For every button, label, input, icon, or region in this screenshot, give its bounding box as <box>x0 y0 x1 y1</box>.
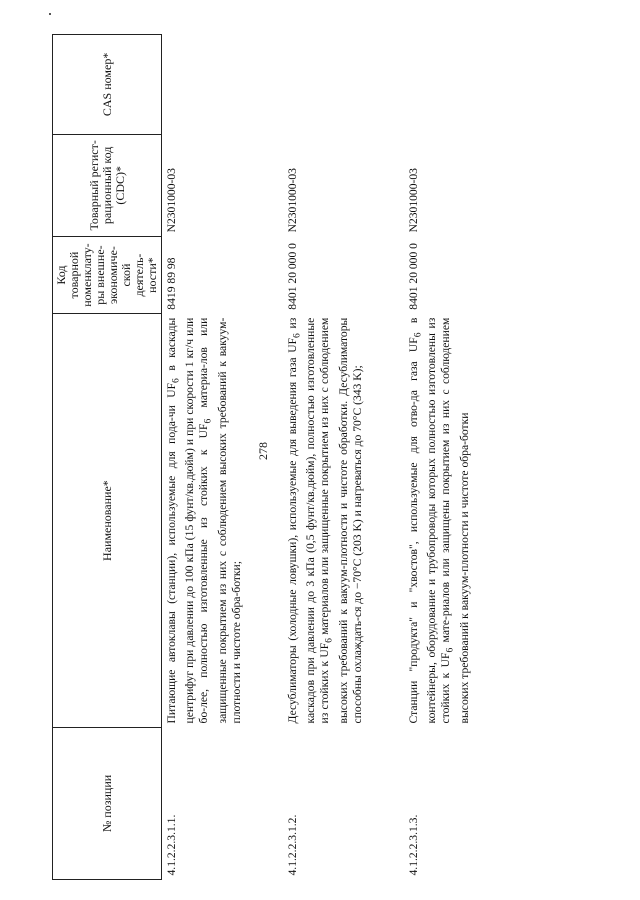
header-position: № позиции <box>53 727 162 879</box>
row-name-part: материа-лов или защищенные покрытием из них с соблюдением высоких требований к вакуум-плотности и чистоте обра-ботки; <box>197 317 243 724</box>
subscript-6: 6 <box>323 638 335 643</box>
row-position: 4.1.2.2.3.1.2. <box>286 814 299 876</box>
row-cas <box>404 35 519 135</box>
row-code: 8401 20 000 0 <box>407 243 420 310</box>
header-name: Наименование* <box>53 314 162 728</box>
row-name <box>162 314 284 728</box>
row-cas <box>162 35 284 135</box>
row-name-part: Питающие автоклавы (станции), используемые для пода-чи UF <box>165 382 178 724</box>
table-row <box>404 35 519 880</box>
row-cdc: N2301000-03 <box>407 168 420 233</box>
row-name-part: в контейнеры, оборудование и трубопроводы которых полностью изготовлены из стойких к UF <box>407 317 453 724</box>
table-row <box>162 35 284 880</box>
row-code: 8401 20 000 0 <box>286 243 299 310</box>
row-cas <box>283 35 404 135</box>
header-cas: CAS номер* <box>53 35 162 135</box>
row-cdc: N2301000-03 <box>165 168 178 233</box>
row-name-part: из каскадов при давлении до 3 кПа (0,5 фунт/кв.дюйм), полностью изготовленные из стойких к UF <box>286 317 332 724</box>
row-name-part: Станции "продукта" и "хвостов", используемые для отво-да газа UF <box>407 337 420 724</box>
classification-table <box>52 34 519 880</box>
row-name <box>283 314 404 728</box>
row-position: 4.1.2.2.3.1.1. <box>165 814 178 876</box>
row-cdc: N2301000-03 <box>286 168 299 233</box>
page-number: 278 <box>256 442 270 460</box>
subscript-6: 6 <box>444 647 456 653</box>
header-code: Код товарной номенклату-ры внешне-экономиче-ской деятель-ности* <box>53 236 162 313</box>
row-name-part: мате-риалов или защищены покрытием из них с соблюдением высоких требований к вакуум-плотности и чистоте обра-ботки <box>439 317 471 724</box>
row-code: 8419 89 98 <box>165 257 178 310</box>
row-name-part: в каскады центрифуг при давлении до 100 кПа (15 фунт/кв.дюйм) и при скорости 1 кг/ч или бо-лее, полностью изготовленные из стойких к UF <box>165 317 211 724</box>
row-name-part: материалов или защищенные покрытием из них с соблюдением высоких требований к вакуум-плотности и чистоте обработки. Десублиматоры способны охлаждать-ся до −70°C (203 K) и нагреваться до 70°C (343 K); <box>318 317 364 724</box>
row-name <box>404 314 519 728</box>
header-cdc: Товарный регист-рационный код (CDC)* <box>53 134 162 236</box>
subscript-6: 6 <box>170 378 182 383</box>
subscript-6: 6 <box>412 332 424 338</box>
row-position: 4.1.2.2.3.1.3. <box>407 814 420 876</box>
row-name-part: Десублиматоры (холодные ловушки), используемые для выведения газа UF <box>286 337 299 724</box>
subscript-6: 6 <box>202 418 214 424</box>
table-header-row <box>53 35 162 880</box>
subscript-6: 6 <box>291 333 303 338</box>
table-row <box>283 35 404 880</box>
